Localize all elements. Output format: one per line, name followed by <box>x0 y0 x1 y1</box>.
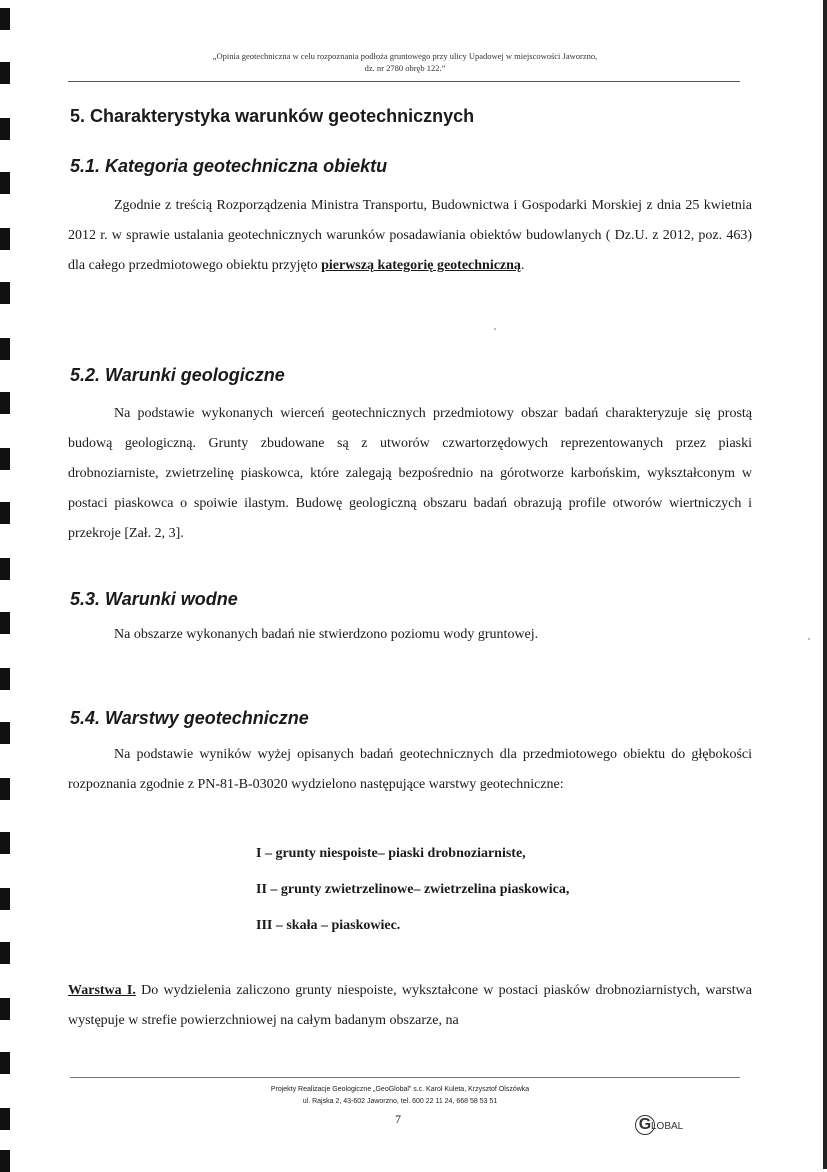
footer <box>200 1084 600 1108</box>
subsection-title: 5.4. Warstwy geotechniczne <box>70 708 309 728</box>
paragraph <box>68 191 752 281</box>
footer-line-1: Projekty Realizacje Geologiczne „GeoGlobal” s.c. Karol Kuleta, Krzysztof Olszówka <box>270 1086 530 1093</box>
footer-rule <box>70 1077 740 1078</box>
footer-line-2: ul. Rajska 2, 43-602 Jaworzno, tel. 600 22 11 24, 668 58 53 51 <box>302 1098 498 1105</box>
binding-mark <box>0 998 10 1020</box>
company-logo <box>635 1115 683 1135</box>
binding-mark <box>0 62 10 84</box>
paragraph-text: . <box>520 258 525 273</box>
layer-label: Warstwa I. <box>68 983 136 998</box>
binding-mark <box>0 558 10 580</box>
binding-mark <box>0 1052 10 1074</box>
binding-mark <box>0 172 10 194</box>
binding-mark <box>0 448 10 470</box>
layer-list <box>256 843 569 951</box>
subsection-title: 5.2. Warunki geologiczne <box>70 365 285 385</box>
subsection-title: 5.1. Kategoria geotechniczna obiektu <box>70 156 388 176</box>
scan-speck <box>808 638 810 640</box>
paragraph: Na podstawie wykonanych wierceń geotechnicznych przedmiotowy obszar badań charakteryzuje się prostą budową geologiczną. Grunty zbudowane są z utworów czwartorzędowych reprezentowanych przez piaski drobnoziarniste, zwietrzelinę piaskowca, które zalegają bezpośrednio na górotworze karbońskim, wykształconym w postaci piaskowca o spoiwie ilastym. Budowę geologiczną obszaru badań obrazują profile otworów wiertniczych i przekroje [Zał. 2, 3]. <box>68 406 752 541</box>
paragraph-text: Zgodnie z treścią Rozporządzenia Ministra Transportu, Budownictwa i Gospodarki Morskiej z dnia 25 kwietnia 2012 r. w sprawie ustalania geotechnicznych warunków posadawiania obiektów budowlanych ( Dz.U. z 2012, poz. 463) dla całego przedmiotowego obiektu przyjęto <box>68 198 752 273</box>
binding-mark <box>0 888 10 910</box>
section-title: 5. Charakterystyka warunków geotechnicznych <box>70 106 475 126</box>
binding-mark <box>0 832 10 854</box>
binding-mark <box>0 942 10 964</box>
binding-mark <box>0 282 10 304</box>
header-line-1: „Opinia geotechniczna w celu rozpoznania podłoża gruntowego przy ulicy Upadowej w miejscowości Jaworzno, <box>212 51 598 61</box>
binding-mark <box>0 118 10 140</box>
binding-mark <box>0 1108 10 1130</box>
header-rule <box>68 81 740 82</box>
binding-mark <box>0 338 10 360</box>
layer-item: III – skała – piaskowiec. <box>256 918 401 933</box>
paragraph: Na obszarze wykonanych badań nie stwierdzono poziomu wody gruntowej. <box>114 627 539 642</box>
layer-item: II – grunty zwietrzelinowe– zwietrzelina piaskowica, <box>256 882 570 897</box>
page-number: 7 <box>395 1112 401 1126</box>
paragraph: Na podstawie wyników wyżej opisanych badań geotechnicznych dla przedmiotowego obiektu do głębokości rozpoznania zgodnie z PN-81-B-03020 wydzielono następujące warstwy geotechniczne: <box>68 747 752 792</box>
binding-mark <box>0 8 10 30</box>
scan-speck <box>494 328 496 330</box>
binding-mark <box>0 668 10 690</box>
binding-mark <box>0 228 10 250</box>
binding-mark <box>0 612 10 634</box>
running-header <box>70 50 740 74</box>
header-line-2: dz. nr 2780 obręb 122.” <box>364 63 446 73</box>
page-edge <box>823 0 827 1169</box>
binding-mark <box>0 722 10 744</box>
paragraph <box>68 976 752 1036</box>
logo-text: LOBAL <box>651 1121 684 1132</box>
binding-mark <box>0 392 10 414</box>
paragraph-text: Do wydzielenia zaliczono grunty niespoiste, wykształcone w postaci piasków drobnoziarnistych, warstwa występuje w strefie powierzchniowej na całym badanym obszarze, na <box>68 983 752 1028</box>
subsection-title: 5.3. Warunki wodne <box>70 589 238 609</box>
binding-mark <box>0 502 10 524</box>
binding-mark <box>0 778 10 800</box>
layer-item: I – grunty niespoiste– piaski drobnoziarniste, <box>256 846 526 861</box>
logo-letter: G <box>635 1115 655 1135</box>
emphasis-text: pierwszą kategorię geotechniczną <box>321 258 521 273</box>
